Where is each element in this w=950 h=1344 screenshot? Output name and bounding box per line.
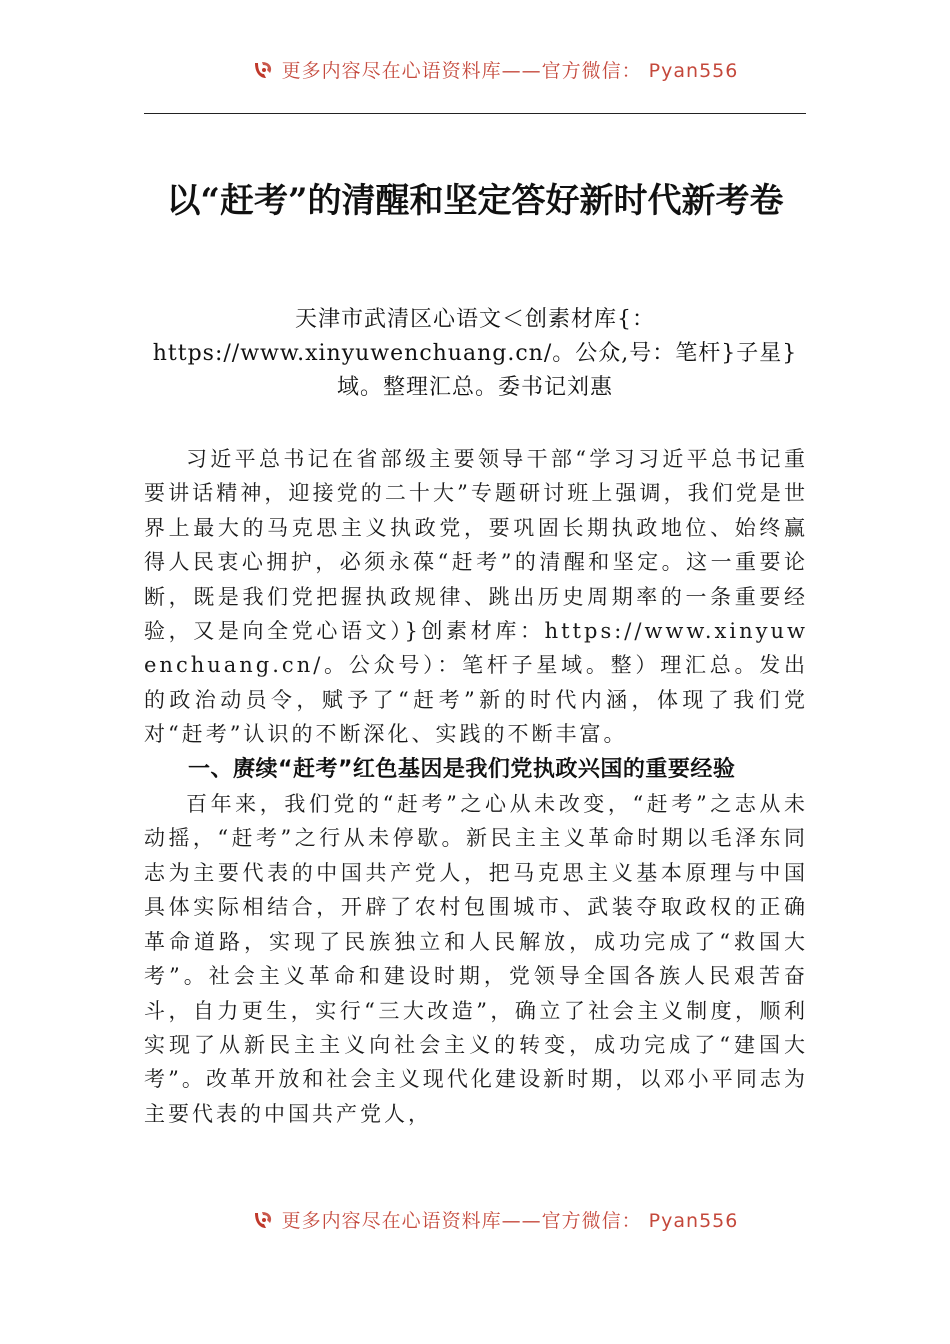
footer-banner-text: 更多内容尽在心语资料库——官方微信： Pyan556	[281, 1210, 739, 1232]
document-title: 以“赶考”的清醒和坚定答好新时代新考卷	[166, 181, 784, 221]
library-logo-icon	[252, 1209, 276, 1231]
paragraph: 习近平总书记在省部级主要领导干部“学习习近平总书记重要讲话精神，迎接党的二十大”专题研讨班上强调，我们党是世界上最大的马克思主义执政党，要巩固长期执政地位、始终赢得人民衷心拥护，必须永葆“赶考”的清醒和坚定。这一重要论断，既是我们党把握执政规律、跳出历史周期率的一条重要经验，又是向全党心语文）}创素材库：https://www.xinyuwenchuang.cn/。公众号）：笔杆子星域。整）理汇总。发出的政治动员令，赋予了“赶考”新的时代内涵，体现了我们党对“赶考”认识的不断深化、实践的不断丰富。	[144, 447, 808, 747]
header-banner	[0, 56, 950, 84]
document-body	[144, 442, 808, 1131]
footer-banner	[0, 1206, 950, 1234]
header-divider	[144, 113, 806, 114]
paragraph: 百年来，我们党的“赶考”之心从未改变，“赶考”之志从未动摇，“赶考”之行从未停歇。新民主主义革命时期以毛泽东同志为主要代表的中国共产党人，把马克思主义基本原理与中国具体实际相结合，开辟了农村包围城市、武装夺取政权的正确革命道路，实现了民族独立和人民解放，成功完成了“救国大考”。社会主义革命和建设时期，党领导全国各族人民艰苦奋斗，自力更生，实行“三大改造”，确立了社会主义制度，顺利实现了从新民主主义向社会主义的转变，成功完成了“建国大考”。改革开放和社会主义现代化建设新时期，以邓小平同志为主要代表的中国共产党人，	[144, 792, 808, 1126]
source-line: 天津市武清区心语文＜创素材库{：https://www.xinyuwenchuang.cn/。公众,号：笔杆}子星}域。整理汇总。委书记刘惠	[152, 307, 798, 400]
section-heading: 一、赓续“赶考”红色基因是我们党执政兴国的重要经验	[188, 756, 736, 782]
header-banner-text: 更多内容尽在心语资料库——官方微信： Pyan556	[281, 60, 739, 82]
library-logo-icon	[252, 59, 276, 81]
